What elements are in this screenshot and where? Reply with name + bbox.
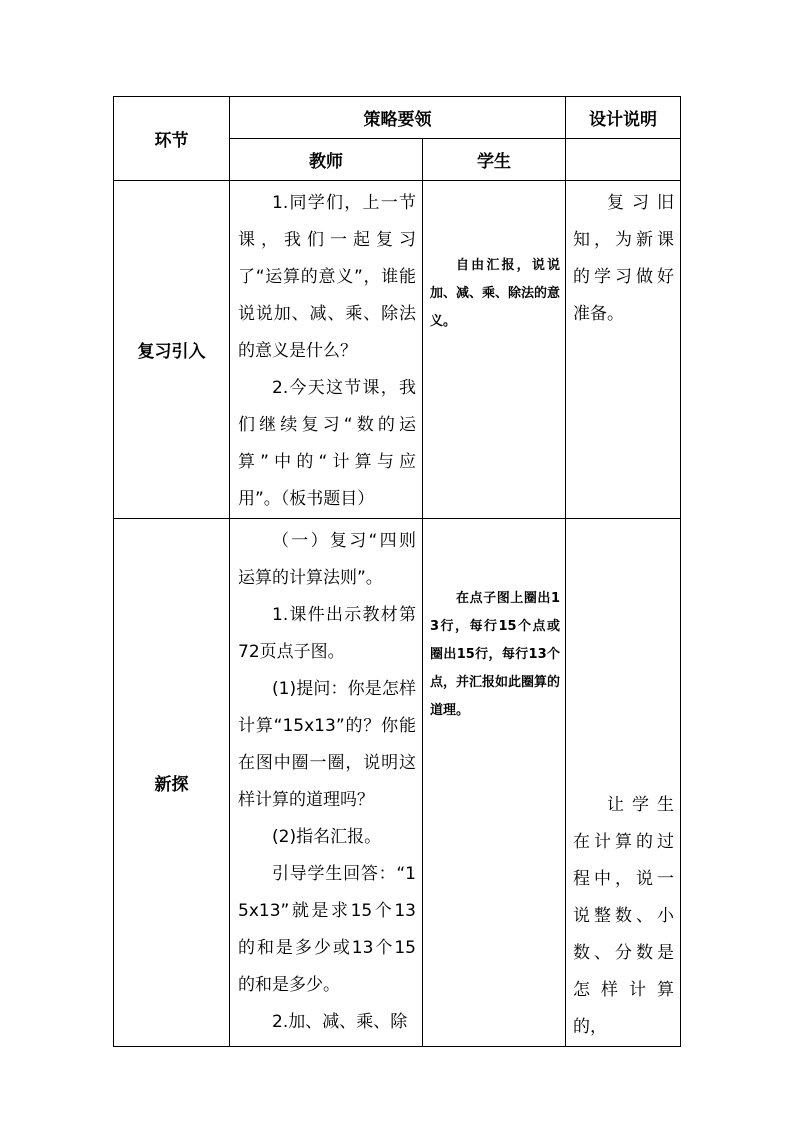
teacher-cell-review xyxy=(230,181,423,519)
student-cell-explore xyxy=(423,519,566,1047)
header-design: 设计说明 xyxy=(566,97,681,139)
teacher-paragraph: 1.课件出示教材第72页点子图。 xyxy=(238,605,416,662)
header-empty-cell xyxy=(566,139,681,181)
teacher-paragraph: 2.加、减、乘、除 xyxy=(272,1012,408,1032)
teacher-paragraph: 1.同学们，上一节课，我们一起复习了“运算的意义”，谁能说说加、减、乘、除法的意义是什么？ xyxy=(238,193,416,361)
stage-new-explore: 新探 xyxy=(114,519,230,1047)
header-student: 学生 xyxy=(423,139,566,181)
teacher-paragraph: 2.今天这节课，我们继续复习“数的运算”中的“计算与应用”。（板书题目） xyxy=(238,378,416,509)
student-text: 自由汇报，说说加、减、乘、除法的意义。 xyxy=(430,258,561,329)
student-text: 在点子图上圈出13行，每行15个点或圈出15行，每行13个点，并汇报如此圈算的道理。 xyxy=(430,591,561,718)
teacher-paragraph: (1)提问：你是怎样计算“15x13”的？你能在图中圈一圈，说明这样计算的道理吗？ xyxy=(238,679,416,810)
teacher-paragraph: 引导学生回答：“15x13”就是求15个13的和是多少或13个15的和是多少。 xyxy=(238,864,416,995)
design-cell-review xyxy=(566,181,681,519)
teacher-paragraph: (2)指名汇报。 xyxy=(272,827,382,847)
design-text: 复习旧知，为新课的学习做好准备。 xyxy=(573,193,674,324)
design-cell-explore xyxy=(566,519,681,1047)
teacher-cell-explore xyxy=(230,519,423,1047)
stage-review-intro: 复习引入 xyxy=(114,181,230,519)
header-strategy: 策略要领 xyxy=(230,97,566,139)
header-teacher: 教师 xyxy=(230,139,423,181)
lesson-plan-table xyxy=(113,96,681,1047)
header-stage: 环节 xyxy=(114,97,230,181)
design-text: 让学生在计算的过程中，说一说整数、小数、分数是怎样计算的， xyxy=(573,795,674,1037)
teacher-paragraph: （一）复习“四则运算的计算法则”。 xyxy=(238,531,416,588)
student-cell-review xyxy=(423,181,566,519)
